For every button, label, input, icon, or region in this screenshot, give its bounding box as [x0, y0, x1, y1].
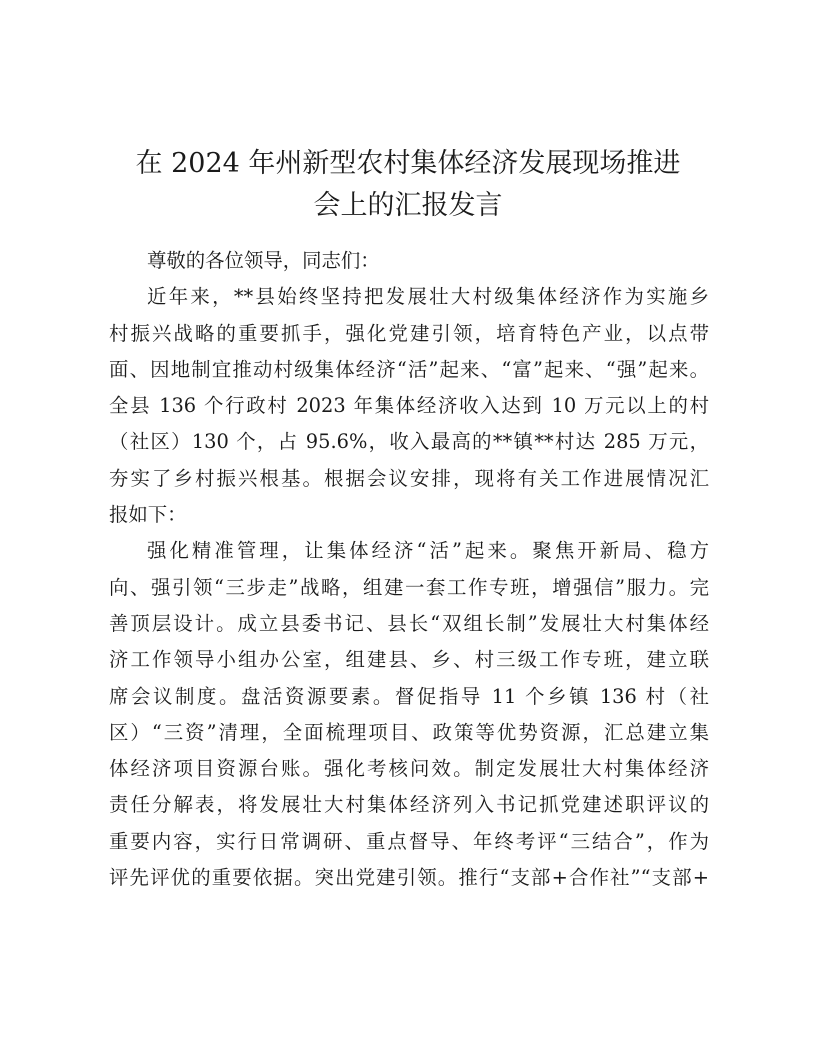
salutation: 尊敬的各位领导，同志们：: [147, 249, 380, 272]
title-line-2: 会上的汇报发言: [313, 190, 503, 221]
paragraph-2-line: 济工作领导小组办公室，组建县、乡、村三级工作专班，建立联: [109, 648, 709, 672]
paragraph-2-line: 强化精准管理，让集体经济“活”起来。聚焦开新局、稳方: [147, 539, 709, 563]
paragraph-1-line: 全县 136 个行政村 2023 年集体经济收入达到 10 万元以上的村: [109, 394, 709, 418]
paragraph-1-line: （社区）130 个，占 95.6%，收入最高的**镇**村达 285 万元，: [109, 430, 709, 454]
paragraph-2-line: 席会议制度。盘活资源要素。督促指导 11 个乡镇 136 村（社: [109, 684, 709, 708]
paragraph-2-line: 责任分解表，将发展壮大村集体经济列入书记抓党建述职评议的: [109, 793, 709, 817]
paragraph-2-line: 善顶层设计。成立县委书记、县长“双组长制”发展壮大村集体经: [109, 611, 709, 635]
title-line-1: 在 2024 年州新型农村集体经济发展现场推进: [135, 148, 681, 179]
paragraph-1-line: 夯实了乡村振兴根基。根据会议安排，现将有关工作进展情况汇: [109, 466, 709, 490]
paragraph-2-line: 向、强引领“三步走”战略，组建一套工作专班，增强信”服力。完: [109, 575, 709, 599]
paragraph-2-line: 重要内容，实行日常调研、重点督导、年终考评“三结合”，作为: [109, 829, 709, 853]
paragraph-2-line: 评先评优的重要依据。突出党建引领。推行“支部+合作社”“支部+: [109, 866, 709, 890]
paragraph-1-line: 报如下：: [109, 503, 187, 527]
document-body: [109, 243, 709, 896]
paragraph-1-line: 村振兴战略的重要抓手，强化党建引领，培育特色产业，以点带: [109, 321, 709, 345]
paragraph-1-line: 面、因地制宜推动村级集体经济“活”起来、“富”起来、“强”起来。: [109, 357, 709, 381]
paragraph-2-line: 区）“三资”清理，全面梳理项目、政策等优势资源，汇总建立集: [109, 720, 709, 744]
document-title: [100, 143, 716, 227]
paragraph-2-line: 体经济项目资源台账。强化考核问效。制定发展壮大村集体经济: [109, 757, 709, 781]
paragraph-1-line: 近年来，**县始终坚持把发展壮大村级集体经济作为实施乡: [147, 285, 709, 309]
